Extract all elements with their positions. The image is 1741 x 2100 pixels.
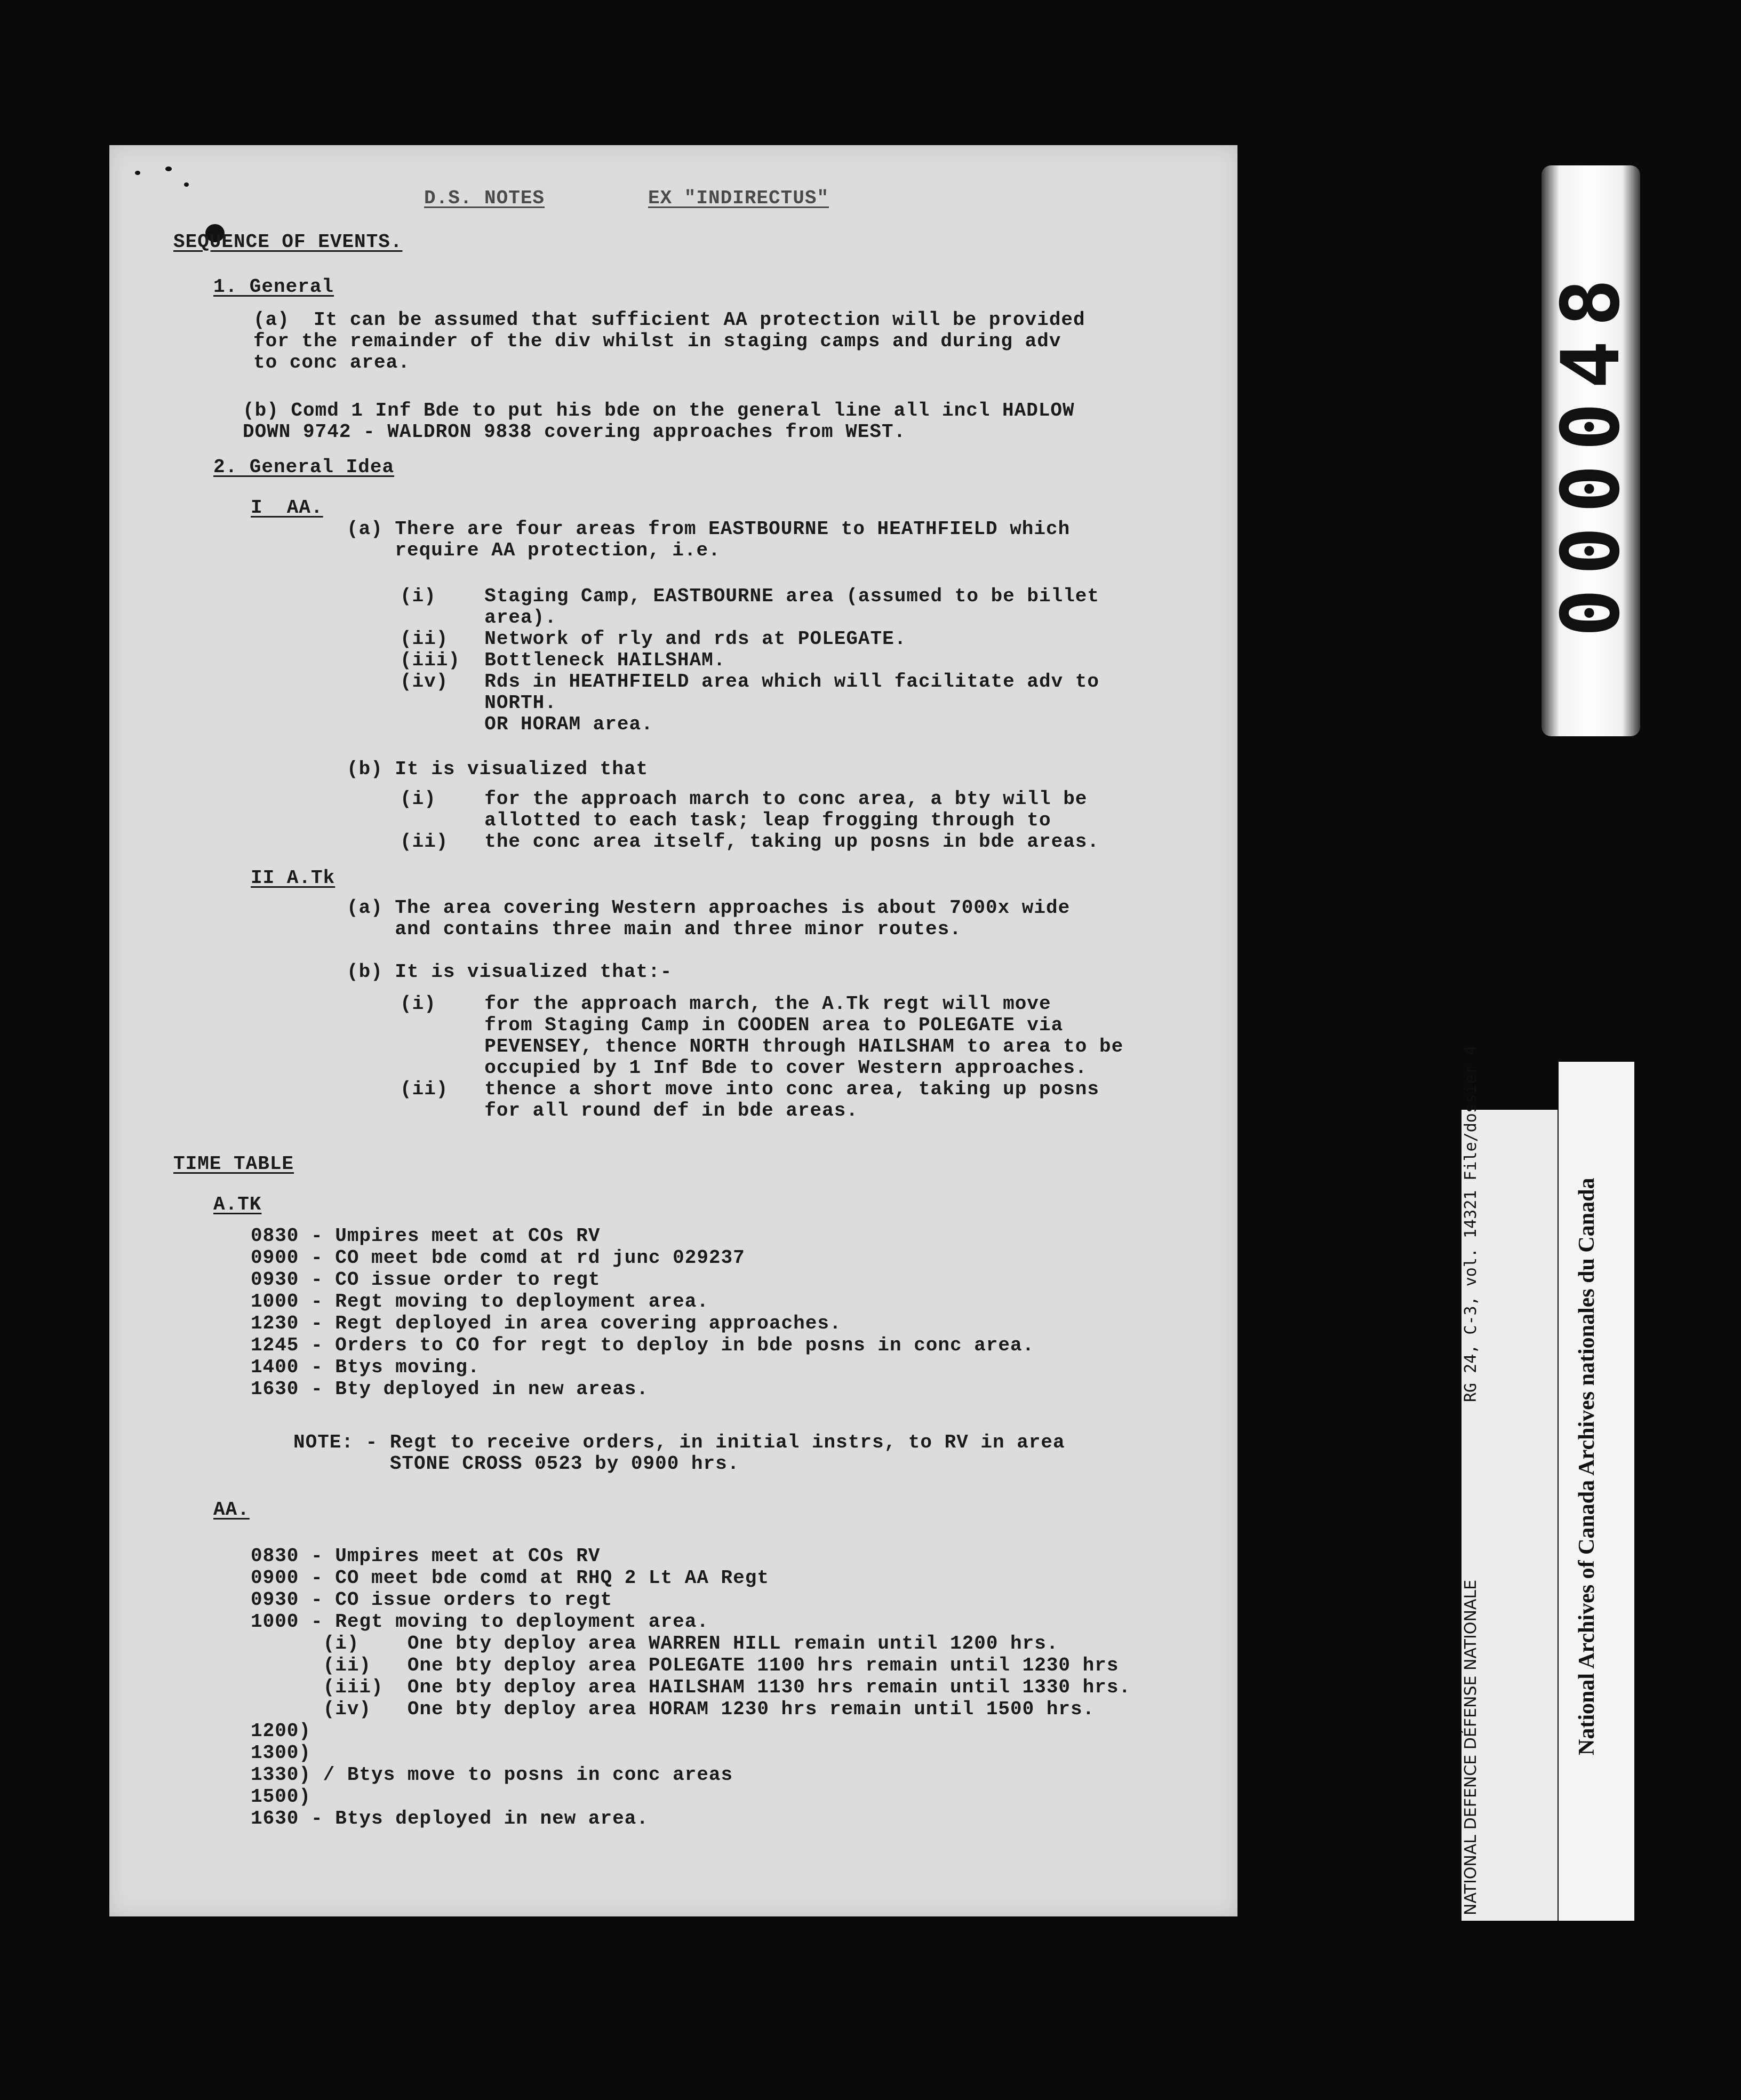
aa-a: (a) There are four areas from EASTBOURNE to HEATHFIELD which require AA protection, i.e. [347,518,1071,561]
aa-b: (b) It is visualized that [347,758,649,780]
atk-heading: II A.Tk [251,867,336,889]
frame-number: 000048 [1544,265,1638,637]
punch-mark [135,171,140,175]
aa-timetable-heading: AA. [213,1499,250,1521]
aa-items: (i) Staging Camp, EASTBOURNE area (assumed to be billet area). (ii) Network of rly and rds at POLEGATE. (iii) Bottleneck HAILSHAM. (iv) Rds in HEATHFIELD area which will facilitate adv to NORTH. OR HORAM area. [400,585,1100,735]
atk-timetable-heading: A.TK [213,1194,262,1215]
atk-note: NOTE: - Regt to receive orders, in initial instrs, to RV in area STONE CROSS 0523 by 0900 hrs. [293,1431,1065,1475]
national-archives-label [1559,1062,1634,1921]
document-page [109,145,1237,1916]
national-defence-label [1462,1045,1558,1921]
national-defence-text: NATIONAL DEFENCE DÉFENSE NATIONALE [1462,1579,1480,1915]
section-title: SEQUENCE OF EVENTS. [173,231,403,253]
atk-timetable-rows: 0830 - Umpires meet at COs RV 0900 - CO meet bde comd at rd junc 029237 0930 - CO issue order to regt 1000 - Regt moving to deployment area. 1230 - Regt deployed in area covering approaches. 1245 - Orders to CO for regt to deploy in bde posns in conc area. 1400 - Btys moving. 1630 - Bty deployed in new areas. [251,1225,1035,1400]
atk-b-items: (i) for the approach march, the A.Tk regt will move from Staging Camp in COODEN area to POLEGATE via PEVENSEY, thence NORTH through HAILSHAM to area to be occupied by 1 Inf Bde to cover Western approaches. (ii) thence a short move into conc area, taking up posns for all round def in bde areas. [400,993,1124,1121]
time-table-heading: TIME TABLE [173,1153,294,1175]
doc-title: D.S. NOTES [424,187,545,209]
aa-b-items: (i) for the approach march to conc area, a bty will be allotted to each task; leap frogging through to (ii) the conc area itself, taking up posns in bde areas. [400,788,1100,853]
general-a: (a) It can be assumed that sufficient AA protection will be provided for the remainder of the div whilst in staging camps and during adv to conc area. [253,309,1085,373]
aa-heading: I AA. [251,497,323,519]
general-b: (b) Comd 1 Inf Bde to put his bde on the general line all incl HADLOW DOWN 9742 - WALDRON 9838 covering approaches from WEST. [243,400,1075,443]
national-archives-text: National Archives of Canada Archives nationales du Canada [1575,1178,1599,1755]
aa-timetable-rows: 0830 - Umpires meet at COs RV 0900 - CO meet bde comd at RHQ 2 Lt AA Regt 0930 - CO issue orders to regt 1000 - Regt moving to deployment area. (i) One bty deploy area WARREN HILL remain until 1200 hrs. (ii) One bty deploy area POLEGATE 1100 hrs remain until 1230 hrs (iii) One bty deploy area HAILSHAM 1130 hrs remain until 1330 hrs. (iv) One bty deploy area HORAM 1230 hrs remain until 1500 hrs. 1200) 1300) 1330) / Btys move to posns in conc areas 1500) 1630 - Btys deployed in new area. [251,1545,1131,1829]
frame-number-strip [1542,165,1640,736]
atk-b: (b) It is visualized that:- [347,961,673,983]
atk-a: (a) The area covering Western approaches is about 7000x wide and contains three main and three minor routes. [347,897,1071,940]
exercise-name: EX "INDIRECTUS" [648,187,829,209]
general-idea-heading: 2. General Idea [213,456,395,478]
general-heading: 1. General [213,276,334,298]
archive-reference: RG 24, C-3, vol. 14321 File/dossier 4 [1462,1045,1480,1402]
punch-mark [165,166,172,171]
punch-mark [184,182,189,187]
